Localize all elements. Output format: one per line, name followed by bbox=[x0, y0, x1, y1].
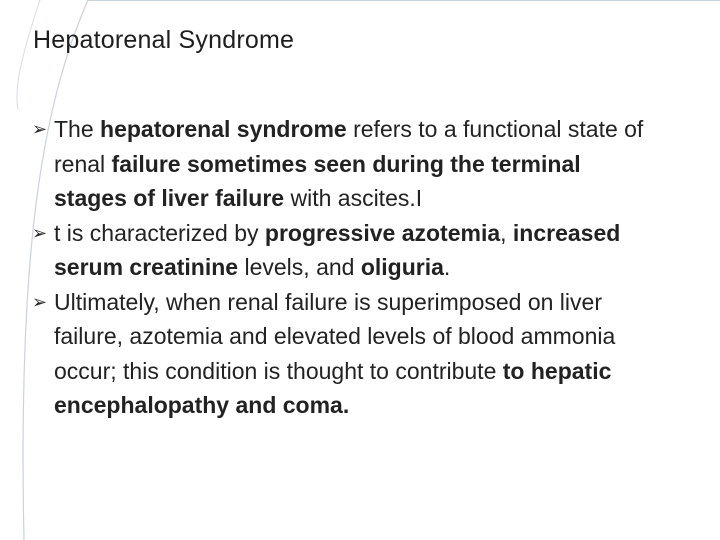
arrow-bullet-icon: ➢ bbox=[32, 119, 48, 139]
bold-text: progressive azotemia bbox=[264, 219, 501, 246]
slide-title: Hepatorenal Syndrome bbox=[33, 26, 295, 54]
bold-text: failure sometimes seen during the terminal stages of liver failure bbox=[54, 150, 581, 211]
bullet-item bbox=[32, 112, 652, 216]
bold-text: oliguria bbox=[360, 254, 444, 280]
bullet-item bbox=[32, 216, 652, 285]
arrow-bullet-icon: ➢ bbox=[32, 222, 48, 243]
bullet-item bbox=[32, 285, 652, 423]
bullet-text: . bbox=[443, 254, 451, 280]
arrow-bullet-icon: ➢ bbox=[32, 291, 48, 312]
frame-curve-inner bbox=[17, 0, 40, 110]
bold-text: hepatorenal syndrome bbox=[100, 116, 347, 142]
bullet-text: Ultimately, when renal failure is superimposed on liver failure, azotemia and elevated levels of blood ammonia occur; this condition is thought to contribute bbox=[54, 288, 616, 384]
bullet-text: , bbox=[500, 219, 513, 246]
bullet-text: t is characterized by bbox=[54, 219, 265, 246]
bullet-text: with ascites.I bbox=[284, 185, 423, 211]
bold-text: increased serum creatinine bbox=[54, 219, 621, 280]
bullet-list bbox=[32, 112, 652, 423]
bold-text: to hepatic encephalopathy and coma. bbox=[54, 357, 612, 418]
bullet-text: refers to a functional state of renal bbox=[54, 116, 644, 177]
bullet-text: The bbox=[54, 116, 101, 142]
bullet-text: levels, and bbox=[238, 254, 361, 280]
